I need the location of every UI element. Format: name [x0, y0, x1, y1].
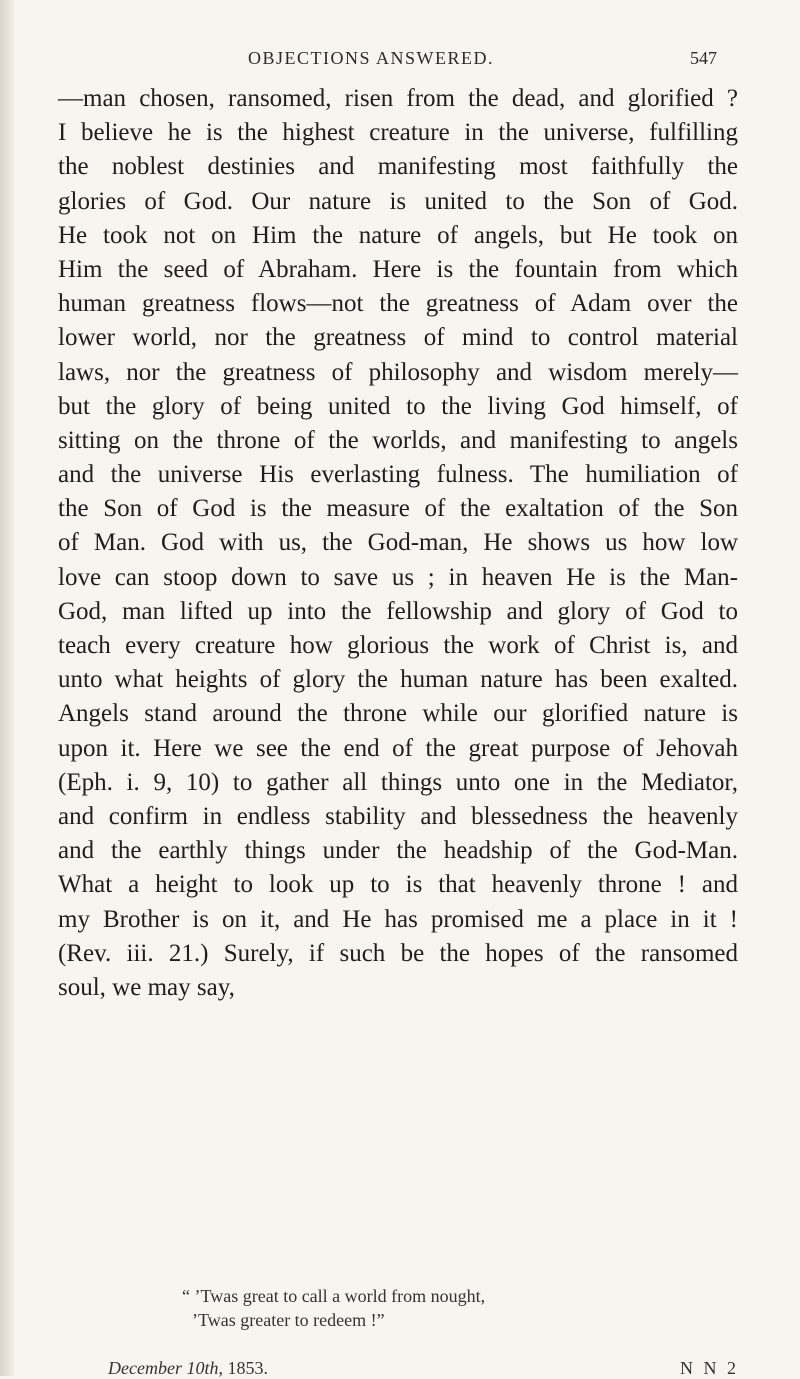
text-line: human greatness flows—not the greatness of Adam over the	[58, 290, 738, 318]
text-line: but the glory of being united to the living God himself, of	[58, 392, 738, 420]
text-line: (Eph. i. 9, 10) to gather all things unto one in the Mediator,	[58, 768, 738, 796]
text-line: What a height to look up to is that heavenly throne ! and	[58, 871, 738, 899]
text-line: the Son of God is the measure of the exaltation of the Son	[58, 495, 738, 523]
running-title: OBJECTIONS ANSWERED.	[248, 48, 495, 68]
text-line: and confirm in endless stability and blessedness the heavenly	[58, 802, 738, 830]
text-line: Him the seed of Abraham. Here is the fountain from which	[58, 255, 738, 283]
text-line: and the earthly things under the headship of the God-Man.	[58, 837, 738, 865]
text-line: —man chosen, ransomed, risen from the dead, and glorified ?	[58, 85, 738, 112]
text-line: He took not on Him the nature of angels, but He took on	[58, 221, 738, 249]
text-line: of Man. God with us, the God-man, He shows us how low	[58, 529, 738, 557]
text-line: soul, we may say,	[58, 973, 235, 1001]
text-line: unto what heights of glory the human nature has been exalted.	[58, 666, 738, 694]
text-line: laws, nor the greatness of philosophy and wisdom merely—	[58, 358, 738, 386]
verse-line-1: “ ’Twas great to call a world from nought,	[182, 1286, 486, 1306]
verse-quote	[182, 1284, 682, 1332]
date-month: December	[108, 1358, 182, 1378]
text-line: glories of God. Our nature is united to the Son of God.	[58, 187, 738, 215]
text-line: and the universe His everlasting fulness. The humiliation of	[58, 461, 738, 489]
text-line: upon it. Here we see the end of the great purpose of Jehovah	[58, 734, 738, 762]
date-day: 10th	[186, 1358, 219, 1378]
running-head	[0, 48, 800, 78]
binding-shadow	[0, 0, 14, 1376]
text-line: the noblest destinies and manifesting most faithfully the	[58, 153, 738, 181]
text-line: Angels stand around the throne while our glorified nature is	[58, 700, 738, 728]
text-line: God, man lifted up into the fellowship and glory of God to	[58, 597, 738, 625]
text-line: I believe he is the highest creature in the universe, fulfilling	[58, 119, 738, 147]
date-year: , 1853.	[218, 1358, 268, 1378]
verse-line-2: ’Twas greater to redeem !”	[192, 1310, 385, 1330]
text-line: sitting on the throne of the worlds, and manifesting to angels	[58, 426, 738, 454]
text-line: my Brother is on it, and He has promised me a place in it !	[58, 905, 738, 933]
page-number: 547	[690, 48, 717, 68]
text-line: lower world, nor the greatness of mind to control material	[58, 324, 738, 352]
body-text	[58, 82, 738, 1005]
text-line: teach every creature how glorious the work of Christ is, and	[58, 632, 738, 659]
signature-mark: N N 2	[680, 1358, 739, 1378]
text-line: (Rev. iii. 21.) Surely, if such be the hopes of the ransomed	[58, 939, 738, 967]
text-line: love can stoop down to save us ; in heaven He is the Man-	[58, 563, 738, 591]
